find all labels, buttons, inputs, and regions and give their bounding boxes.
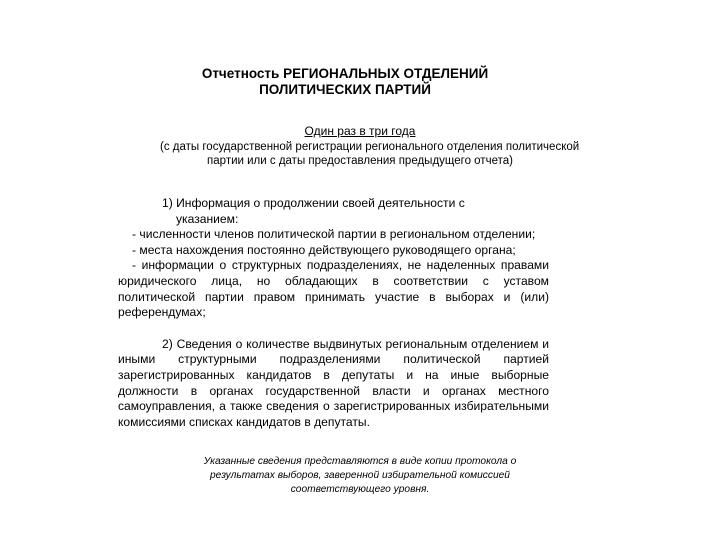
item-1-lead: 1) Информация о продолжении своей деятельности с <box>162 196 465 210</box>
item-2-text: 2) Сведения о количестве выдвинутых региональным отделением и иными структурными подразделениями политической партией зарегистрированных кандидатов в депутаты и на иные выборные должности в органах государственной власти и органах местного самоуправления, а также сведения о зарегистрированных избирательными комиссиями списках кандидатов в депутаты. <box>118 336 549 429</box>
page-title <box>150 66 540 98</box>
footnote-line-3: соответствующего уровня. <box>290 484 430 496</box>
item-1-lead-continuation: указанием: <box>176 211 239 226</box>
frequency-line-1: (с даты государственной регистрации регионального отделения политической <box>160 140 580 153</box>
document-body <box>118 196 549 430</box>
title-line-2: ПОЛИТИЧЕСКИХ ПАРТИЙ <box>259 82 431 97</box>
item-1-bullet: - численности членов политической партии в региональном отделении; <box>132 227 536 242</box>
footnote <box>175 455 545 498</box>
frequency-line-2: партии или с даты предоставления предыдущего отчета) <box>207 155 513 167</box>
item-1-bullet: - места нахождения постоянно действующего руководящего органа; <box>132 242 516 257</box>
footnote-line-2: результатах выборов, заверенной избирательной комиссией <box>210 470 510 482</box>
footnote-line-1: Указанные сведения представляются в виде копии протокола о <box>203 456 517 467</box>
reporting-frequency <box>160 124 580 169</box>
paragraph-gap <box>118 321 549 337</box>
title-line-1: Отчетность РЕГИОНАЛЬНЫХ ОТДЕЛЕНИЙ <box>201 66 489 81</box>
item-1-bullet: - информации о структурных подразделениях, не наделенных правами юридического лица, но обладающих в соответствии с уставом политической партии правом принимать участие в выборах и (или) референдумах; <box>118 258 549 320</box>
frequency-heading: Один раз в три года <box>304 124 416 138</box>
